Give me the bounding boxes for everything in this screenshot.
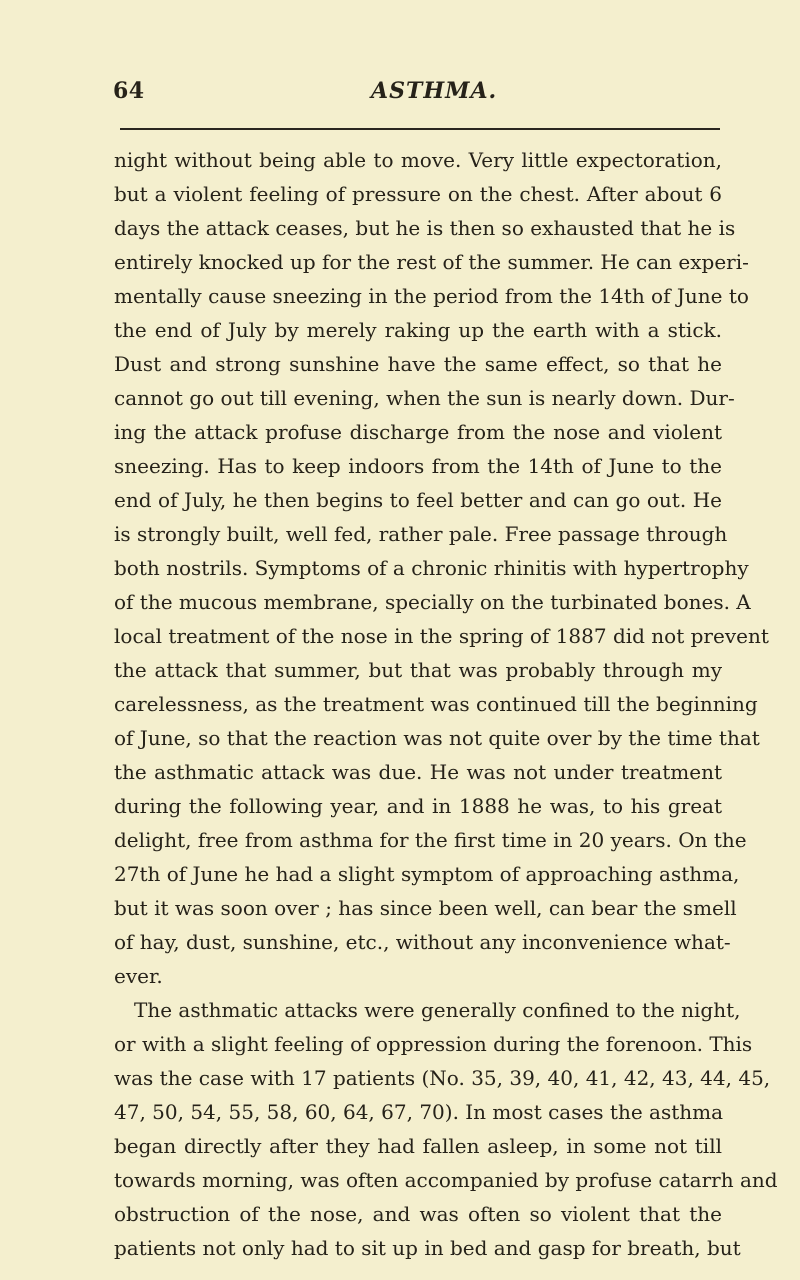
text-line: 27th of June he had a slight symptom of approaching asthma, — [114, 862, 740, 886]
text-line: obstruction of the nose, and was often so violent that the — [114, 1202, 722, 1226]
text-line: the end of July by merely raking up the earth with a stick. — [114, 318, 722, 342]
text-line: mentally cause sneezing in the period from the 14th of June to — [114, 284, 749, 308]
text-line: sneezing. Has to keep indoors from the 14th of June to the — [114, 454, 722, 478]
text-line: cannot go out till evening, when the sun is nearly down. Dur- — [114, 386, 735, 410]
text-line: began directly after they had fallen asleep, in some not till — [114, 1134, 722, 1158]
text-line: the asthmatic attack was due. He was not under treatment — [114, 760, 722, 784]
text-line: Dust and strong sunshine have the same effect, so that he — [114, 352, 722, 376]
text-line: of hay, dust, sunshine, etc., without any inconvenience what- — [114, 930, 731, 954]
text-line: towards morning, was often accompanied by profuse catarrh and — [114, 1168, 778, 1192]
text-line: end of July, he then begins to feel better and can go out. He — [114, 488, 722, 512]
text-line-paragraph-start: The asthmatic attacks were generally confined to the night, — [134, 998, 741, 1022]
text-line: entirely knocked up for the rest of the summer. He can experi- — [114, 250, 749, 274]
text-line: days the attack ceases, but he is then so exhausted that he is — [114, 216, 736, 240]
text-line: of the mucous membrane, specially on the turbinated bones. A — [114, 590, 751, 614]
text-line: was the case with 17 patients (No. 35, 39, 40, 41, 42, 43, 44, 45, — [114, 1066, 771, 1090]
body-text — [114, 143, 778, 1265]
text-line: the attack that summer, but that was probably through my — [114, 658, 722, 682]
text-line: both nostrils. Symptoms of a chronic rhinitis with hypertrophy — [114, 556, 749, 580]
text-line: local treatment of the nose in the spring of 1887 did not prevent — [114, 624, 769, 648]
text-line: patients not only had to sit up in bed and gasp for breath, but — [114, 1236, 741, 1260]
text-line: is strongly built, well fed, rather pale. Free passage through — [114, 522, 728, 546]
text-line: of June, so that the reaction was not quite over by the time that — [114, 726, 760, 750]
header-rule — [120, 128, 720, 130]
text-line: but it was soon over ; has since been well, can bear the smell — [114, 896, 737, 920]
text-line: but a violent feeling of pressure on the chest. After about 6 — [114, 182, 722, 206]
text-line: carelessness, as the treatment was continued till the beginning — [114, 692, 758, 716]
text-line: night without being able to move. Very little expectoration, — [114, 148, 722, 172]
text-line-paragraph-end: ever. — [114, 964, 163, 988]
text-line: during the following year, and in 1888 he was, to his great — [114, 794, 722, 818]
text-line: delight, free from asthma for the first time in 20 years. On the — [114, 828, 747, 852]
text-line: ing the attack profuse discharge from the nose and violent — [114, 420, 722, 444]
text-line: 47, 50, 54, 55, 58, 60, 64, 67, 70). In most cases the asthma — [114, 1100, 724, 1124]
text-line: or with a slight feeling of oppression during the forenoon. This — [114, 1032, 753, 1056]
page-number: 64 — [113, 78, 145, 104]
running-title: ASTHMA. — [371, 78, 498, 104]
page-header — [113, 78, 713, 118]
